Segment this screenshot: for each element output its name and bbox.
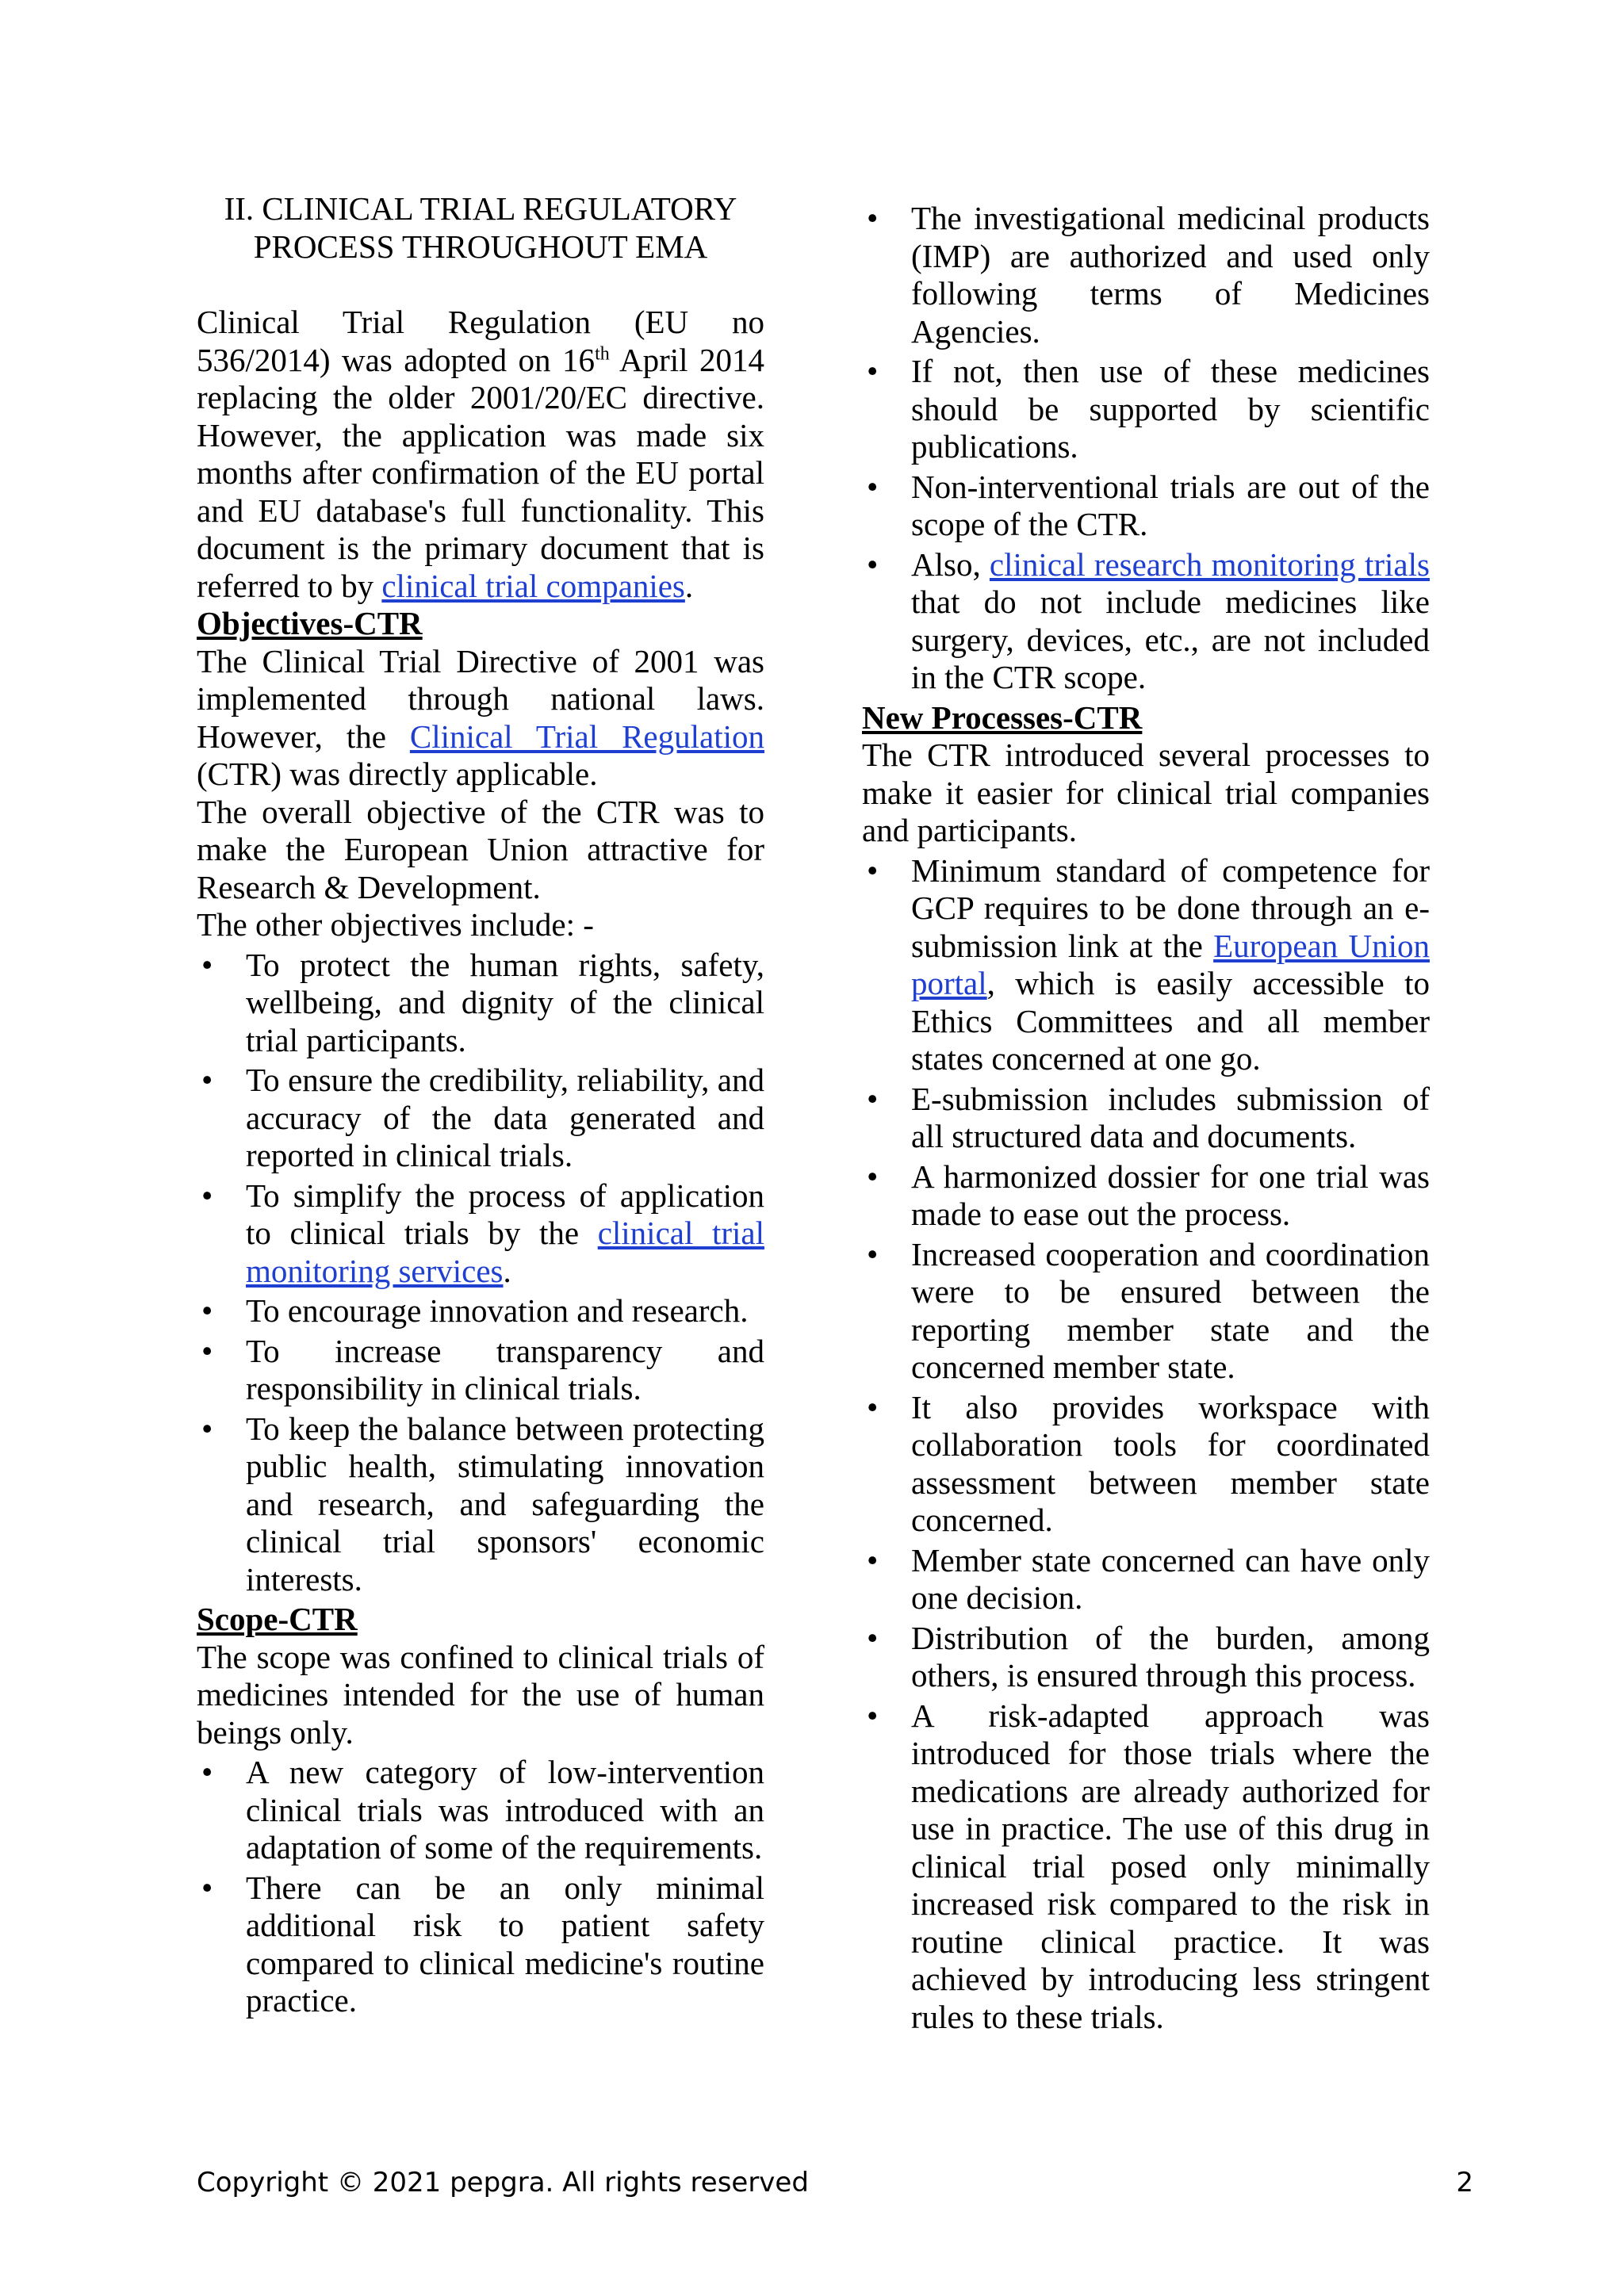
list-item: • Minimum standard of competence for GCP requires to be done through an e-submission link at the European Union portal, which is easily accessible to Ethics Committees and all member states concerned at one go. [867, 851, 1430, 1077]
bullet-glyph: • [867, 1158, 879, 1195]
bullet-glyph: • [867, 1697, 879, 1734]
copyright-notice: Copyright © 2021 pepgra. All rights reserved [197, 2167, 809, 2198]
ordinal-suffix: th [595, 342, 610, 364]
bullet-glyph: • [867, 1541, 879, 1578]
objectives-paragraph-1: The Clinical Trial Directive of 2001 was implemented through national laws. However, the Clinical Trial Regulation (CTR) was directly applicable. [197, 642, 764, 792]
bullet-glyph: • [867, 1619, 879, 1656]
list-item: • If not, then use of these medicines should be supported by scientific publications. [867, 353, 1430, 465]
list-item: • E-submission includes submission of all structured data and documents. [867, 1080, 1430, 1154]
bullet-glyph: • [201, 946, 213, 983]
objectives-paragraph-3: The other objectives include: - [197, 906, 594, 943]
list-item: • It also provides workspace with collaboration tools for coordinated assessment between member state concerned. [867, 1388, 1430, 1538]
list-item: • Also, clinical research monitoring trials that do not include medicines like surgery, devices, etc., are not included in the CTR scope. [867, 545, 1430, 695]
bullet-glyph: • [201, 1062, 213, 1098]
bullet-glyph: • [867, 545, 879, 583]
new-processes-paragraph: The CTR introduced several processes to make it easier for clinical trial companies and participants. [862, 737, 1430, 848]
bullet-glyph: • [867, 1388, 879, 1425]
objectives-heading: Objectives-CTR [197, 605, 423, 641]
scope-paragraph: The scope was confined to clinical trials of medicines intended for the use of human beings only. [197, 1638, 764, 1751]
clinical-trial-companies-link[interactable]: clinical trial companies [381, 567, 685, 604]
right-column [862, 200, 1430, 2038]
bullet-glyph: • [201, 1410, 213, 1447]
list-item: • To encourage innovation and research. [201, 1292, 749, 1329]
list-item: • A risk-adapted approach was introduced for those trials where the medications are already authorized for use in practice. The use of this drug in clinical trial posed only minimally increased risk compared to the risk in routine clinical practice. It was achieved by introducing less stringent rules to these trials. [867, 1697, 1430, 2035]
bullet-glyph: • [867, 468, 879, 505]
section-heading [197, 190, 764, 266]
bullet-glyph: • [867, 1080, 879, 1117]
section-heading-line2: PROCESS THROUGHOUT EMA [253, 228, 708, 265]
list-item: • The investigational medicinal products (IMP) are authorized and used only following terms of Medicines Agencies. [867, 200, 1430, 350]
left-column [197, 190, 764, 2022]
bullet-glyph: • [867, 851, 879, 889]
scope-heading: Scope-CTR [197, 1601, 358, 1637]
scope-list [197, 1754, 764, 2020]
bullet-glyph: • [867, 1235, 879, 1272]
new-processes-heading: New Processes-CTR [862, 698, 1143, 736]
bullet-glyph: • [201, 1869, 213, 1906]
bullet-glyph: • [201, 1754, 213, 1790]
list-item: • A new category of low-intervention clinical trials was introduced with an adaptation of some of the requirements. [201, 1754, 764, 1866]
list-item: • Non-interventional trials are out of the scope of the CTR. [867, 468, 1430, 542]
clinical-trial-regulation-link[interactable]: Clinical Trial Regulation [409, 718, 764, 755]
clinical-research-monitoring-trials-link[interactable]: clinical research monitoring trials [989, 545, 1430, 583]
section-heading-line1: II. CLINICAL TRIAL REGULATORY [224, 190, 737, 227]
list-item: • To simplify the process of application to clinical trials by the clinical trial monitoring services. [201, 1177, 764, 1289]
list-item: • A harmonized dossier for one trial was made to ease out the process. [867, 1158, 1430, 1232]
bullet-glyph: • [201, 1292, 213, 1329]
clinical-trial-monitoring-services-link[interactable]: clinical trial monitoring services [246, 1215, 764, 1289]
bullet-glyph: • [867, 200, 879, 236]
list-item: • To keep the balance between protecting public health, stimulating innovation and research, and safeguarding the clinical trial sponsors' economic interests. [201, 1410, 764, 1598]
list-item: • To increase transparency and responsibility in clinical trials. [201, 1332, 764, 1406]
list-item: • Distribution of the burden, among others, is ensured through this process. [867, 1619, 1430, 1693]
list-item: • Increased cooperation and coordination were to be ensured between the reporting member state and the concerned member state. [867, 1235, 1430, 1385]
new-processes-list [862, 852, 1430, 2037]
intro-paragraph: Clinical Trial Regulation (EU no 536/2014) was adopted on 16th April 2014 replacing the older 2001/20/EC directive. However, the application was made six months after confirmation of the EU portal and EU database's full functionality. This document is the primary document that is referred to by clinical trial companies. [197, 304, 764, 604]
objectives-paragraph-2: The overall objective of the CTR was to make the European Union attractive for Research & Development. [197, 793, 764, 905]
list-item: • Member state concerned can have only one decision. [867, 1541, 1430, 1616]
list-item: • To protect the human rights, safety, wellbeing, and dignity of the clinical trial participants. [201, 946, 764, 1058]
bullet-glyph: • [201, 1177, 213, 1214]
objectives-list [197, 947, 764, 1599]
list-item: • There can be an only minimal additional risk to patient safety compared to clinical medicine's routine practice. [201, 1869, 764, 2019]
european-union-portal-link[interactable]: European Union portal [911, 927, 1430, 1001]
scope-list-continued [862, 200, 1430, 697]
bullet-glyph: • [201, 1332, 213, 1369]
bullet-glyph: • [867, 353, 879, 389]
list-item: • To ensure the credibility, reliability, and accuracy of the data generated and reported in clinical trials. [201, 1062, 764, 1173]
page-number: 2 [1456, 2167, 1473, 2198]
